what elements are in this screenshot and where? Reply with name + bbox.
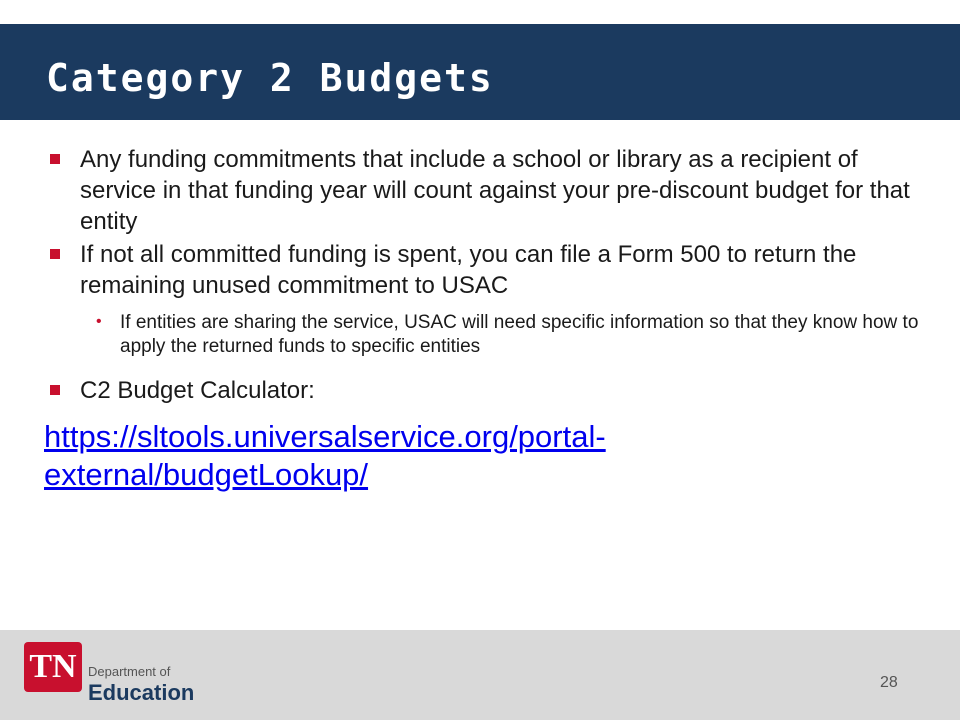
tn-logo [24,642,82,692]
bullet-text: If not all committed funding is spent, you can file a Form 500 to return the remaining unused commitment to USAC [80,241,857,299]
logo-department-text: Department of [88,664,171,679]
bullet-item [44,239,924,301]
sub-bullet-item [44,311,924,359]
budget-lookup-link[interactable]: https://sltools.universalservice.org/portal-external/budgetLookup/ [44,419,606,492]
sub-bullet-text: If entities are sharing the service, USAC will need specific information so that they know how to apply the returned funds to specific entities [120,312,919,357]
bullet-item [44,375,924,406]
slide-title: Category 2 Budgets [46,56,494,100]
page-number: 28 [880,674,898,691]
slide-content [44,144,924,494]
square-bullet-icon [50,154,60,164]
tn-logo-text: TN [29,648,77,685]
calculator-label: C2 Budget Calculator: [80,377,315,404]
square-bullet-icon [50,385,60,395]
dot-bullet-icon: • [96,313,102,330]
logo-education-text: Education [88,680,195,705]
bullet-text: Any funding commitments that include a school or library as a recipient of service in that funding year will count against your pre-discount budget for that entity [80,146,910,235]
square-bullet-icon [50,249,60,259]
bullet-item [44,144,924,237]
